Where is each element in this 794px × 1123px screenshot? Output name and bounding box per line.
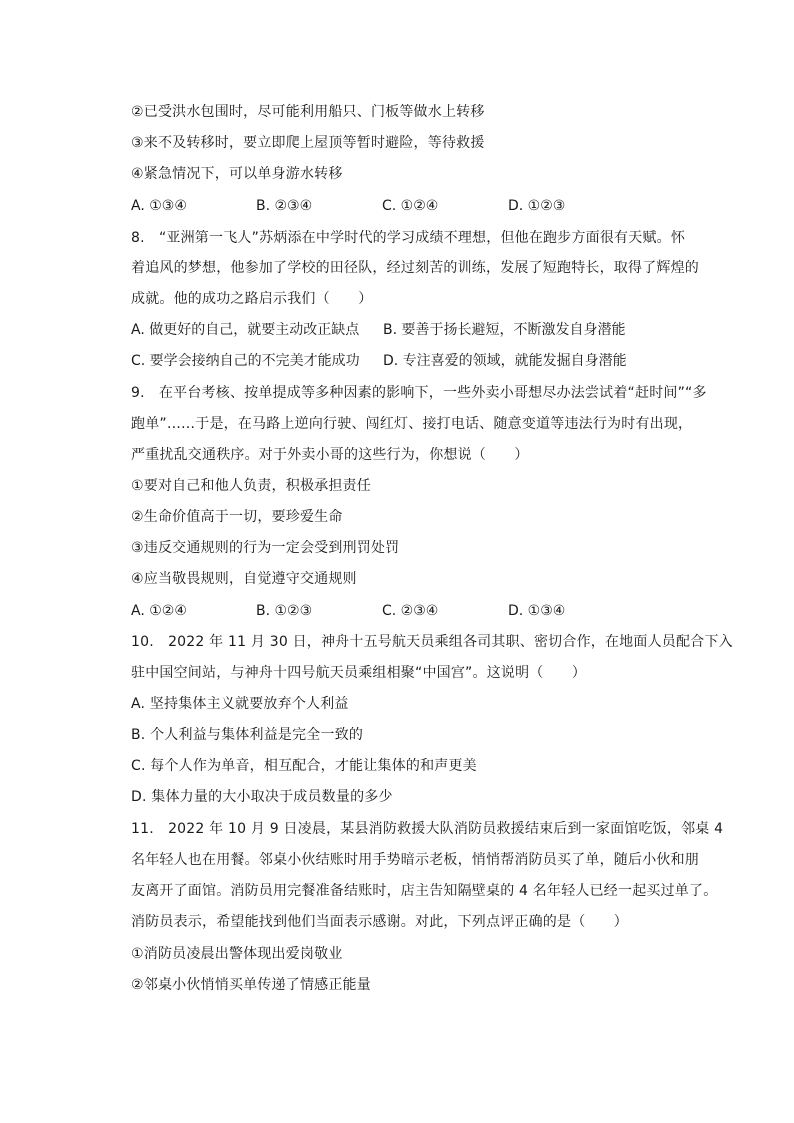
- statement-2: ②已受洪水包围时，尽可能利用船只、门板等做水上转移: [131, 104, 485, 120]
- q9-choice-b: B. ①②③: [256, 603, 313, 619]
- q11-stem-line: 名年轻人也在用餐。邻桌小伙结账时用手势暗示老板，悄悄帮消防员买了单，随后小伙和朋: [131, 852, 699, 868]
- q8-choice-d: D. 专注喜爱的领域，就能发掘自身潜能: [383, 353, 627, 369]
- q10-choice-d: D. 集体力量的大小取决于成员数量的多少: [131, 789, 393, 805]
- q10-stem-line: 10. 2022 年 11 月 30 日，神舟十五号航天员乘组各司其职、密切合作，在地面人员配合下入: [131, 634, 733, 650]
- q7-choice-b: B. ②③④: [256, 198, 313, 214]
- q10-choice-a: A. 坚持集体主义就要放弃个人利益: [131, 696, 349, 712]
- q8-choice-c: C. 要学会接纳自己的不完美才能成功: [131, 353, 360, 369]
- statement-4: ④紧急情况下，可以单身游水转移: [131, 166, 343, 182]
- q9-choice-a: A. ①②④: [131, 603, 187, 619]
- q11-statement-1: ①消防员凌晨出警体现出爱岗敬业: [131, 946, 343, 962]
- q9-stem-line: 跑单”……于是，在马路上逆向行驶、闯红灯、接打电话、随意变道等违法行为时有出现，: [131, 416, 693, 432]
- q9-statement-2: ②生命价值高于一切，要珍爱生命: [131, 509, 343, 525]
- q10-choice-b: B. 个人利益与集体利益是完全一致的: [131, 727, 364, 743]
- q9-choice-d: D. ①③④: [508, 603, 566, 619]
- q9-statement-4: ④应当敬畏规则，自觉遵守交通规则: [131, 571, 357, 587]
- q9-stem-line: 9. 在平台考核、按单提成等多种因素的影响下，一些外卖小哥想尽办法尝试着“赶时间”“多: [131, 385, 707, 401]
- q7-choice-c: C. ①②④: [382, 198, 439, 214]
- q11-statement-2: ②邻桌小伙悄悄买单传递了情感正能量: [131, 977, 371, 993]
- q8-choice-a: A. 做更好的自己，就要主动改正缺点: [131, 322, 360, 338]
- q9-statement-1: ①要对自己和他人负责，积极承担责任: [131, 478, 371, 494]
- q8-stem-line: 成就。他的成功之路启示我们（ ）: [131, 291, 373, 307]
- statement-3: ③来不及转移时，要立即爬上屋顶等暂时避险，等待救援: [131, 135, 485, 151]
- q8-stem-line: 着追风的梦想，他参加了学校的田径队，经过刻苦的训练，发展了短跑特长，取得了辉煌的: [131, 260, 699, 276]
- q8-stem-line: 8. “亚洲第一飞人”苏炳添在中学时代的学习成绩不理想，但他在跑步方面很有天赋。怀: [131, 230, 686, 246]
- q11-stem-line: 消防员表示，希望能找到他们当面表示感谢。对此，下列点评正确的是（ ）: [131, 914, 628, 930]
- q8-choice-b: B. 要善于扬长避短，不断激发自身潜能: [383, 322, 626, 338]
- q11-stem-line: 友离开了面馆。消防员用完餐准备结账时，店主告知隔壁桌的 4 名年轻人已经一起买过单了。: [131, 883, 718, 899]
- q10-stem-line: 驻中国空间站，与神舟十四号航天员乘组相聚“中国宫”。这说明（ ）: [131, 665, 587, 681]
- q9-choice-c: C. ②③④: [382, 603, 439, 619]
- q9-stem-line: 严重扰乱交通秩序。对于外卖小哥的这些行为，你想说（ ）: [131, 447, 529, 463]
- q9-statement-3: ③违反交通规则的行为一定会受到刑罚处罚: [131, 540, 400, 556]
- q7-choice-a: A. ①③④: [131, 198, 187, 214]
- q7-choice-d: D. ①②③: [508, 198, 566, 214]
- q10-choice-c: C. 每个人作为单音，相互配合，才能让集体的和声更美: [131, 758, 477, 774]
- q11-stem-line: 11. 2022 年 10 月 9 日凌晨，某县消防救援大队消防员救援结束后到一家面馆吃饭，邻桌 4: [131, 821, 724, 837]
